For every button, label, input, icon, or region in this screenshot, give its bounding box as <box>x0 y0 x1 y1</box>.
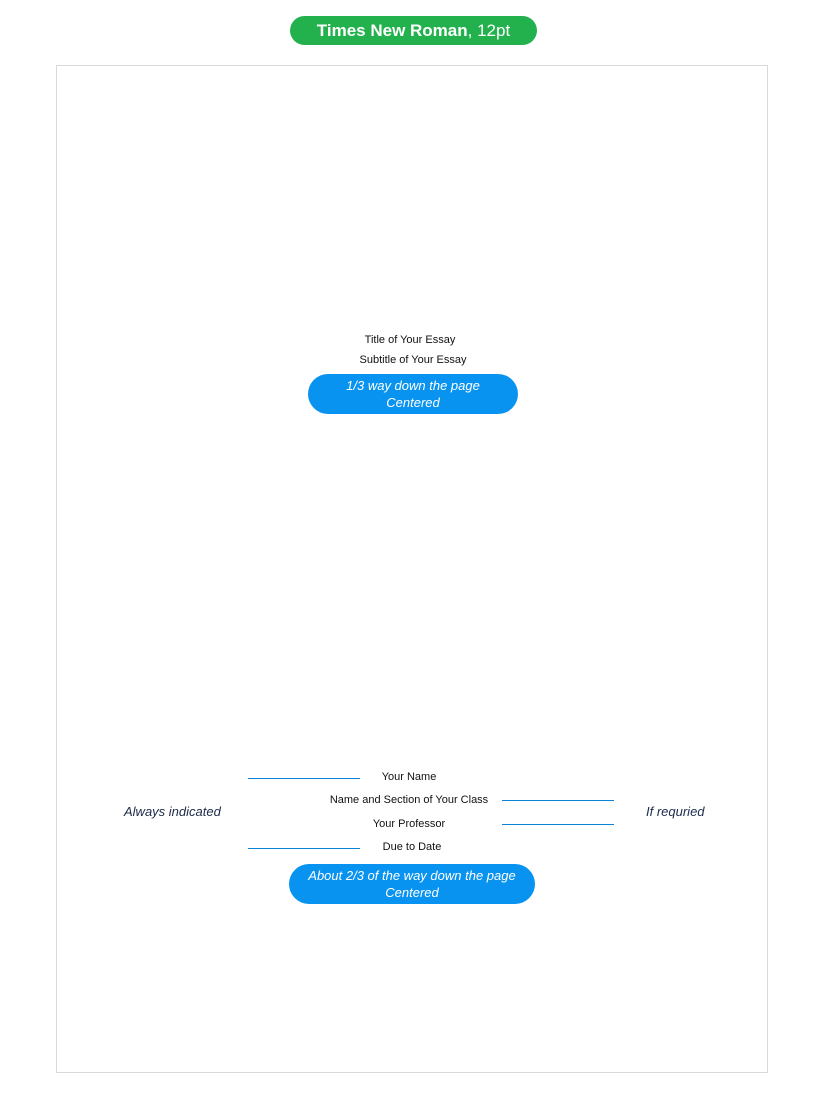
connector-class-line <box>502 800 614 801</box>
professor-name: Your Professor <box>372 818 446 830</box>
font-name: Times New Roman <box>316 21 468 40</box>
if-required-note: If requried <box>646 804 705 819</box>
essay-title: Title of Your Essay <box>364 334 456 346</box>
connector-name-line <box>248 778 360 779</box>
font-specification-badge <box>290 16 537 45</box>
title-callout-line1: 1/3 way down the page <box>346 378 480 393</box>
info-placement-callout <box>289 864 535 904</box>
title-callout-line2: Centered <box>386 395 440 410</box>
class-section: Name and Section of Your Class <box>329 794 489 806</box>
font-size: , 12pt <box>467 21 511 40</box>
due-date: Due to Date <box>382 841 442 853</box>
student-name: Your Name <box>381 771 437 783</box>
connector-date-line <box>248 848 360 849</box>
essay-subtitle: Subtitle of Your Essay <box>359 354 467 366</box>
info-callout-line1: About 2/3 of the way down the page <box>308 868 516 883</box>
title-placement-callout <box>308 374 518 414</box>
info-callout-line2: Centered <box>385 885 439 900</box>
always-indicated-note: Always indicated <box>124 804 221 819</box>
connector-professor-line <box>502 824 614 825</box>
essay-page <box>56 65 768 1073</box>
